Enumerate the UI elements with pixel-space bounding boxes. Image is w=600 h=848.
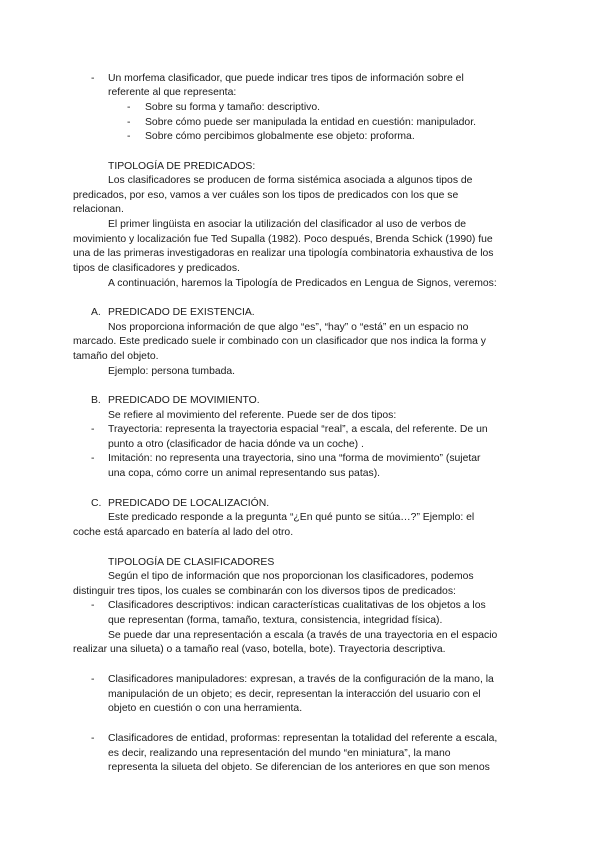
paragraph-line: marcado. Este predicado suele ir combinado con un clasificador que nos indica la forma y — [73, 336, 486, 347]
bullet-dash: - — [91, 674, 95, 685]
paragraph-line: Los clasificadores se producen de forma sistémica asociada a algunos tipos de — [108, 175, 473, 186]
section-letter: B. — [91, 395, 101, 406]
list-item-line: es decir, realizando una representación del mundo “en miniatura”, la mano — [108, 748, 451, 759]
list-item-line: Clasificadores manipuladores: expresan, a través de la configuración de la mano, la — [108, 674, 494, 685]
section-title-movimiento: PREDICADO DE MOVIMIENTO. — [108, 395, 260, 406]
list-item-line: Clasificadores descriptivos: indican características cualitativas de los objetos a los — [108, 600, 486, 611]
list-item-line: Trayectoria: representa la trayectoria espacial “real”, a escala, del referente. De un — [108, 424, 488, 435]
paragraph-line: Este predicado responde a la pregunta “¿En qué punto se sitúa…?” Ejemplo: el — [108, 512, 475, 523]
subitem-manipulador: Sobre cómo puede ser manipulada la entidad en cuestión: manipulador. — [145, 117, 476, 128]
paragraph-line: movimiento y localización fue Ted Supalla (1982). Poco después, Brenda Schick (1990) fue — [73, 234, 493, 245]
list-item-line: Imitación: no representa una trayectoria, sino una “forma de movimiento” (sujetar — [108, 453, 481, 464]
list-item-line: representa la silueta del objeto. Se diferencian de los anteriores en que son menos — [108, 762, 490, 773]
bullet-dash: - — [91, 424, 95, 435]
paragraph-line: Nos proporciona información de que algo “es”, “hay” o “está” en un espacio no — [108, 322, 469, 333]
bullet-dash: - — [91, 733, 95, 744]
paragraph-line: realizar una silueta) o a tamaño real (vaso, botella, bote). Trayectoria descriptiva. — [73, 644, 446, 655]
bullet-dash: - — [91, 453, 95, 464]
subitem-proforma: Sobre cómo percibimos globalmente ese objeto: proforma. — [145, 131, 415, 142]
paragraph-line: El primer lingüista en asociar la utilización del clasificador al uso de verbos de — [108, 219, 467, 230]
bullet-dash: - — [91, 600, 95, 611]
list-item-line: una copa, cómo corre un animal representando sus patas). — [108, 468, 381, 479]
section-title-localizacion: PREDICADO DE LOCALIZACIÓN. — [108, 498, 270, 509]
paragraph-line: predicados, por eso, vamos a ver cuáles son los tipos de predicados con los que se — [73, 190, 459, 201]
paragraph-line: una de las primeras investigadoras en realizar una tipología combinatoria exhaustiva de los — [73, 248, 494, 259]
intro-item-line: Un morfema clasificador, que puede indicar tres tipos de información sobre el — [108, 73, 464, 84]
paragraph-line: coche está aparcado en batería al lado del otro. — [73, 527, 294, 538]
subitem-descriptivo: Sobre su forma y tamaño: descriptivo. — [145, 102, 320, 113]
section-title-existencia: PREDICADO DE EXISTENCIA. — [108, 307, 255, 318]
paragraph-line: Se refiere al movimiento del referente. Puede ser de dos tipos: — [108, 410, 397, 421]
paragraph-line: tamaño del objeto. — [73, 351, 159, 362]
list-item-line: manipulación de un objeto; es decir, representan la interacción del usuario con el — [108, 689, 481, 700]
bullet-dash: - — [91, 73, 95, 84]
paragraph-line: A continuación, haremos la Tipología de Predicados en Lengua de Signos, veremos: — [108, 278, 497, 289]
list-item-line: Clasificadores de entidad, proformas: representan la totalidad del referente a escala, — [108, 733, 498, 744]
subbullet-dash: - — [127, 131, 131, 142]
paragraph-line: Se puede dar una representación a escala (a través de una trayectoria en el espacio — [108, 630, 498, 641]
subbullet-dash: - — [127, 102, 131, 113]
paragraph-line: distinguir tres tipos, los cuales se combinarán con los diversos tipos de predicados: — [73, 586, 456, 597]
paragraph-line: Según el tipo de información que nos proporcionan los clasificadores, podemos — [108, 571, 474, 582]
section-letter: C. — [91, 498, 102, 509]
paragraph-line: tipos de clasificadores y predicados. — [73, 263, 240, 274]
heading-tipologia-clasificadores: TIPOLOGÍA DE CLASIFICADORES — [108, 557, 275, 568]
subbullet-dash: - — [127, 117, 131, 128]
example-line: Ejemplo: persona tumbada. — [108, 366, 236, 377]
paragraph-line: relacionan. — [73, 204, 124, 215]
list-item-line: punto a otro (clasificador de hacia dónde va un coche) . — [108, 439, 364, 450]
list-item-line: que representan (forma, tamaño, textura, consistencia, integridad física). — [108, 615, 443, 626]
intro-item-line: referente al que representa: — [108, 87, 237, 98]
heading-tipologia-predicados: TIPOLOGÍA DE PREDICADOS: — [108, 161, 256, 172]
list-item-line: objeto en cuestión o con una herramienta. — [108, 703, 303, 714]
section-letter: A. — [91, 307, 101, 318]
